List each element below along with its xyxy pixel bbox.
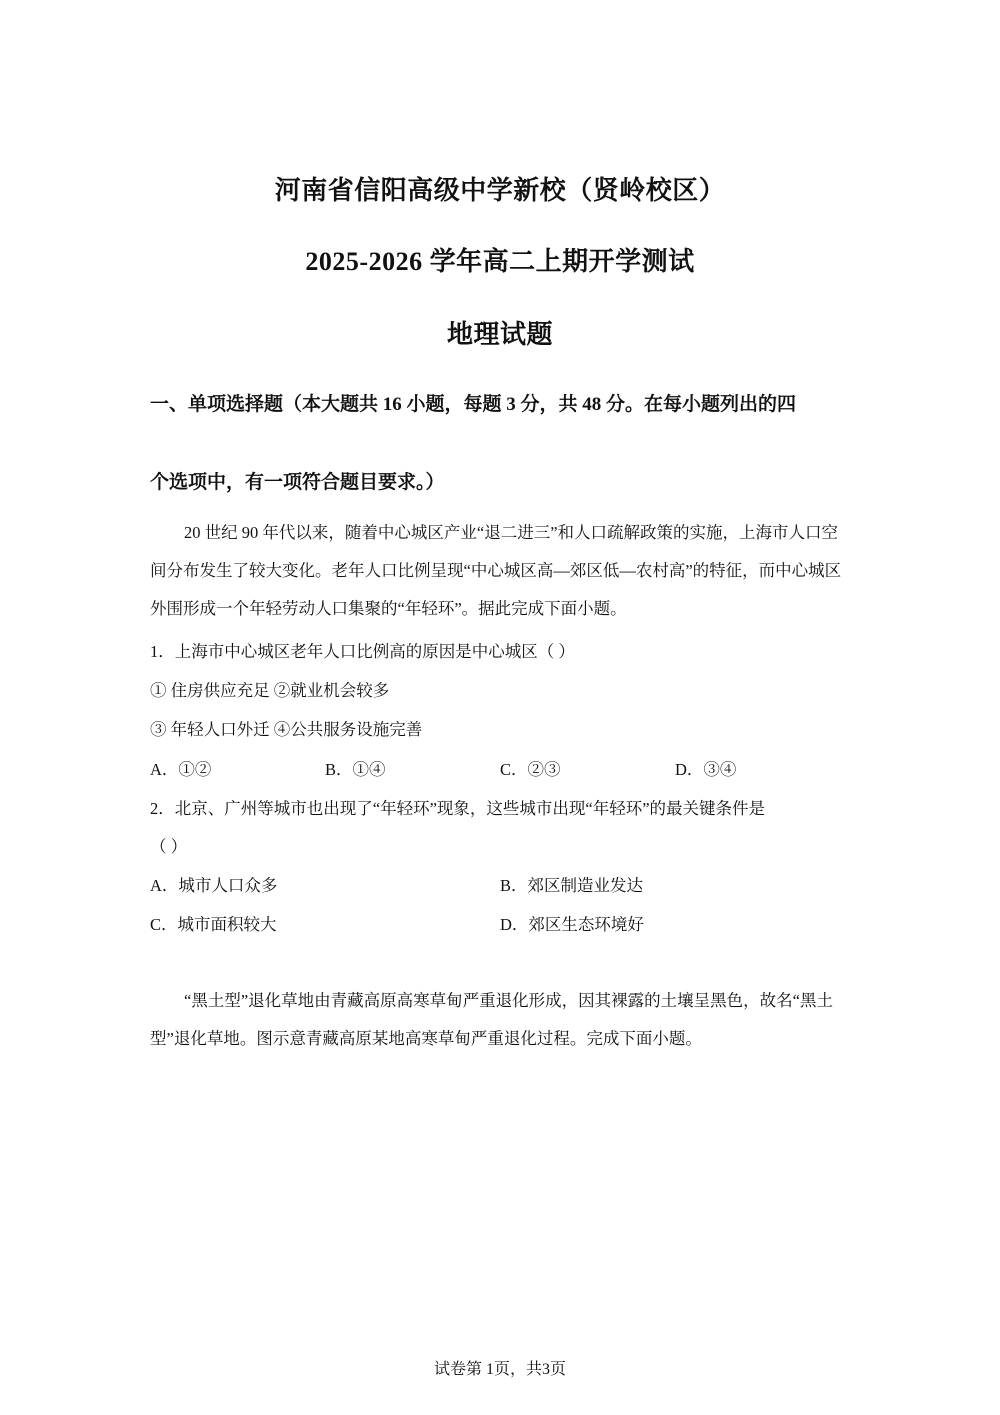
section-heading-line2: 个选项中，有一项符合题目要求。）	[150, 472, 445, 493]
section-heading-line1: 一、单项选择题（本大题共 16 小题，每题 3 分，共 48 分。在每小题列出的四	[150, 394, 797, 415]
subject-title: 地理试题	[446, 320, 553, 349]
school-title: 河南省信阳高级中学新校（贤岭校区）	[274, 176, 726, 205]
question-1-option-d: D．③④	[675, 760, 737, 779]
question-2-option-a: A．城市人口众多	[150, 876, 278, 895]
page-footer: 试卷第 1页，共3页	[433, 1361, 566, 1378]
term-title: 2025-2026 学年高二上期开学测试	[305, 247, 695, 276]
question-2-stem-2: （ ）	[150, 837, 188, 856]
question-2-stem-1: 2．北京、广州等城市也出现了“年轻环”现象，这些城市出现“年轻环”的最关键条件是	[150, 799, 766, 818]
question-2-option-c: C．城市面积较大	[150, 915, 277, 934]
question-2-option-b: B．郊区制造业发达	[500, 876, 644, 895]
question-1-option-c: C．②③	[500, 760, 561, 779]
passage-2: “黑土型”退化草地由青藏高原高寒草甸严重退化形成，因其裸露的土壤呈黑色，故名“黑土型”退化草地。图示意青藏高原某地高寒草甸严重退化过程。完成下面小题。	[150, 991, 833, 1048]
question-1-option-b: B．①④	[325, 760, 386, 779]
passage-1: 20 世纪 90 年代以来，随着中心城区产业“退二进三”和人口疏解政策的实施，上海市人口空间分布发生了较大变化。老年人口比例呈现“中心城区高—郊区低—农村高”的特征，而中心城区外围形成一个年轻劳动人口集聚的“年轻环”。据此完成下面小题。	[150, 523, 842, 618]
question-1-statements-1: ① 住房供应充足 ②就业机会较多	[150, 681, 390, 700]
question-1-stem: 1．上海市中心城区老年人口比例高的原因是中心城区（ ）	[150, 642, 575, 661]
question-2-option-d: D．郊区生态环境好	[500, 915, 644, 934]
question-1-option-a: A．①②	[150, 760, 212, 779]
question-1-statements-2: ③ 年轻人口外迁 ④公共服务设施完善	[150, 720, 423, 739]
